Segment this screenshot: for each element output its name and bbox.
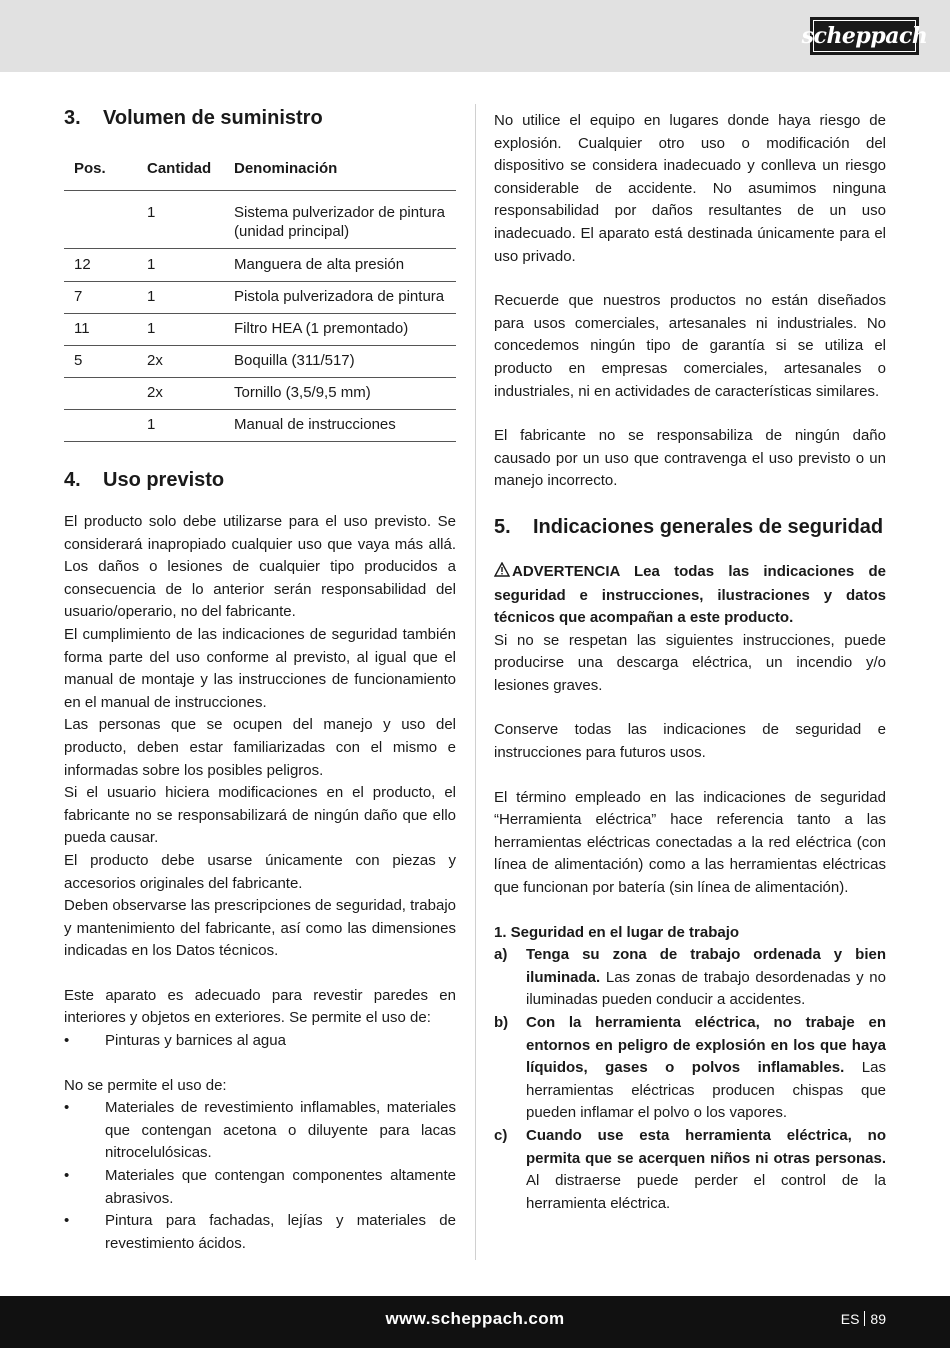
warning-triangle-icon [494, 562, 512, 585]
paragraph: Recuerde que nuestros productos no están diseñados para usos comerciales, artesanales ni industriales. No concedemos ningún tipo de garantía si se utiliza el producto en empresas comerciales, artesanales o industriales, ni en actividades de características similares. [494, 292, 886, 400]
paragraph: No utilice el equipo en lugares donde haya riesgo de explosión. Cualquier otro uso o modificación del dispositivo se considera inadecuado y conlleva un riesgo considerable de accidente. No asumimos ninguna responsabilidad por daños resultantes de un uso inadecuado. El aparato está destinada únicamente para el uso privado. [494, 112, 886, 265]
table-row [64, 282, 456, 314]
paragraph: El fabricante no se responsabiliza de ningún daño causado por un uso que contravenga el uso previsto o un manejo incorrecto. [494, 427, 886, 490]
left-column [64, 104, 456, 1255]
table-cell: Boquilla (311/517) [234, 346, 456, 378]
allowed-intro: Este aparato es adecuado para revestir paredes en interiores y objetos en exteriores. Se permite el uso de: [64, 986, 456, 1027]
table-cell: 1 [147, 410, 234, 442]
table-row [64, 346, 456, 378]
right-column [494, 110, 886, 1215]
table-cell: 2x [147, 378, 234, 410]
section-title: Uso previsto [103, 469, 225, 491]
paragraph: Deben observarse las prescripciones de seguridad, trabajo y mantenimiento del fabricante, así como las dimensiones indicadas en los Datos técnicos. [64, 897, 456, 960]
table-cell: 1 [147, 191, 234, 249]
list-item-text: Materiales que contengan componentes altamente abrasivos. [105, 1167, 456, 1207]
allowed-list [64, 1030, 456, 1053]
intended-use-text [64, 511, 456, 963]
table-cell: 12 [64, 249, 147, 282]
paragraph: El cumplimiento de las indicaciones de seguridad también forma parte del uso conforme al previsto, al igual que el manual de montaje y las instrucciones de funcionamiento en el manual de instrucciones. [64, 625, 456, 711]
table-cell: Filtro HEA (1 premontado) [234, 314, 456, 346]
list-item-text: Pintura para fachadas, lejías y materiales de revestimiento ácidos. [105, 1212, 456, 1252]
list-letter: a) [494, 946, 508, 964]
supply-table [64, 149, 456, 442]
table-row [64, 249, 456, 282]
paragraph: Conserve todas las indicaciones de seguridad e instrucciones para futuros usos. [494, 721, 886, 762]
list-item [64, 1097, 456, 1165]
list-item-normal: Al distraerse puede perder el control de la herramienta eléctrica. [526, 1172, 886, 1212]
table-row [64, 191, 456, 249]
section-number: 3. [64, 107, 81, 129]
language-code: ES [840, 1311, 860, 1327]
paragraph: Las personas que se ocupen del manejo y uso del producto, deben estar familiarizadas con el mismo e informadas sobre los posibles peligros. [64, 716, 456, 779]
table-cell: Manual de instrucciones [234, 410, 456, 442]
table-row [64, 314, 456, 346]
list-item-normal: Las herramientas eléctricas producen chispas que pueden inflamar el polvo o los vapores. [526, 1059, 886, 1122]
column-header: Cantidad [147, 149, 234, 191]
footer-bar [0, 1296, 950, 1348]
brand-logo [801, 17, 928, 55]
column-header: Pos. [64, 149, 147, 191]
list-item [64, 1030, 456, 1053]
list-item-text [526, 1125, 886, 1215]
page-indicator [841, 1311, 886, 1327]
list-item [64, 1165, 456, 1210]
section-number: 5. [494, 515, 511, 538]
brand-logo-text: scheppach [801, 23, 928, 49]
safety-list [494, 944, 886, 1215]
section-5-heading [494, 513, 886, 541]
list-letter: c) [494, 1126, 508, 1144]
list-item [64, 1210, 456, 1255]
table-cell: 1 [147, 282, 234, 314]
table-cell: 11 [64, 314, 147, 346]
table-cell: Tornillo (3,5/9,5 mm) [234, 378, 456, 410]
table-cell: 1 [147, 314, 234, 346]
paragraph: El término empleado en las indicaciones de seguridad “Herramienta eléctrica” hace referencia tanto a las herramientas eléctricas conectadas a la red eléctrica (con línea de alimentación) como a las herramientas eléctricas que funcionan por batería (sin línea de alimentación). [494, 788, 886, 897]
warning-bold-text: ADVERTENCIA Lea todas las indicaciones de seguridad e instrucciones, ilustraciones y datos técnicos que acompañan a este producto. [494, 562, 886, 627]
page-number: 89 [870, 1311, 886, 1327]
section-title: Indicaciones generales de seguridad [533, 515, 884, 538]
forbidden-intro: No se permite el uso de: [64, 1076, 227, 1094]
bullet: • [64, 1212, 70, 1230]
paragraph: El producto solo debe utilizarse para el uso previsto. Se considerará inapropiado cualquier uso que vaya más allá. Los daños o lesiones de cualquier tipo producidos a consecuencia de lo anterior serán responsabilidad del usuario/operario, no del fabricante. [64, 513, 456, 621]
table-cell [64, 191, 147, 249]
paragraph: Si no se respetan las siguientes instrucciones, puede producirse una descarga eléctrica, un incendio y/o lesiones graves. [494, 631, 886, 694]
bullet: • [64, 1099, 70, 1117]
table-header-row [64, 149, 456, 191]
table-cell: 2x [147, 346, 234, 378]
table-cell [64, 410, 147, 442]
page-separator [864, 1311, 865, 1326]
list-item-normal: Las zonas de trabajo desordenadas y no iluminadas pueden conducir a accidentes. [526, 968, 886, 1009]
column-header: Denominación [234, 149, 456, 191]
table-cell: Sistema pulverizador de pintura (unidad principal) [234, 191, 456, 249]
list-item-text: Pinturas y barnices al agua [105, 1032, 286, 1050]
bullet: • [64, 1167, 70, 1185]
list-item [494, 944, 886, 1012]
list-item-text: Materiales de revestimiento inflamables, materiales que contengan acetona o diluyente para lacas nitrocelulósicas. [105, 1099, 456, 1162]
table-cell: 7 [64, 282, 147, 314]
list-letter: b) [494, 1014, 509, 1031]
list-item-text [526, 1012, 886, 1125]
forbidden-list [64, 1097, 456, 1255]
table-cell: Manguera de alta presión [234, 249, 456, 282]
paragraph: Si el usuario hiciera modificaciones en el producto, el fabricante no se responsabilizará de ningún daño que ello pueda causar. [64, 784, 456, 847]
section-title: Volumen de suministro [103, 107, 323, 129]
subsection-title: 1. Seguridad en el lugar de trabajo [494, 923, 740, 941]
table-cell: Pistola pulverizadora de pintura [234, 282, 456, 314]
bullet: • [64, 1032, 70, 1050]
table-row [64, 378, 456, 410]
list-item-bold: Cuando use esta herramienta eléctrica, no permita que se acerquen niños ni otras personas. [526, 1126, 886, 1167]
section-3-heading [64, 104, 456, 132]
list-item [494, 1125, 886, 1215]
paragraph: El producto debe usarse únicamente con piezas y accesorios originales del fabricante. [64, 851, 456, 892]
table-cell: 5 [64, 346, 147, 378]
list-item-bold: Con la herramienta eléctrica, no trabaje en entornos en peligro de explosión en los que haya líquidos, gases o polvos inflamables. [526, 1014, 886, 1077]
section-number: 4. [64, 469, 81, 491]
list-item [494, 1012, 886, 1125]
table-cell [64, 378, 147, 410]
column-divider [475, 104, 476, 1260]
list-item-text [526, 944, 886, 1012]
warning-heading [494, 561, 886, 630]
table-cell: 1 [147, 249, 234, 282]
list-item-bold: Tenga su zona de trabajo ordenada y bien iluminada. [526, 946, 886, 986]
section-4-heading [64, 466, 456, 494]
footer-url[interactable]: www.scheppach.com [385, 1309, 565, 1328]
table-row [64, 410, 456, 442]
